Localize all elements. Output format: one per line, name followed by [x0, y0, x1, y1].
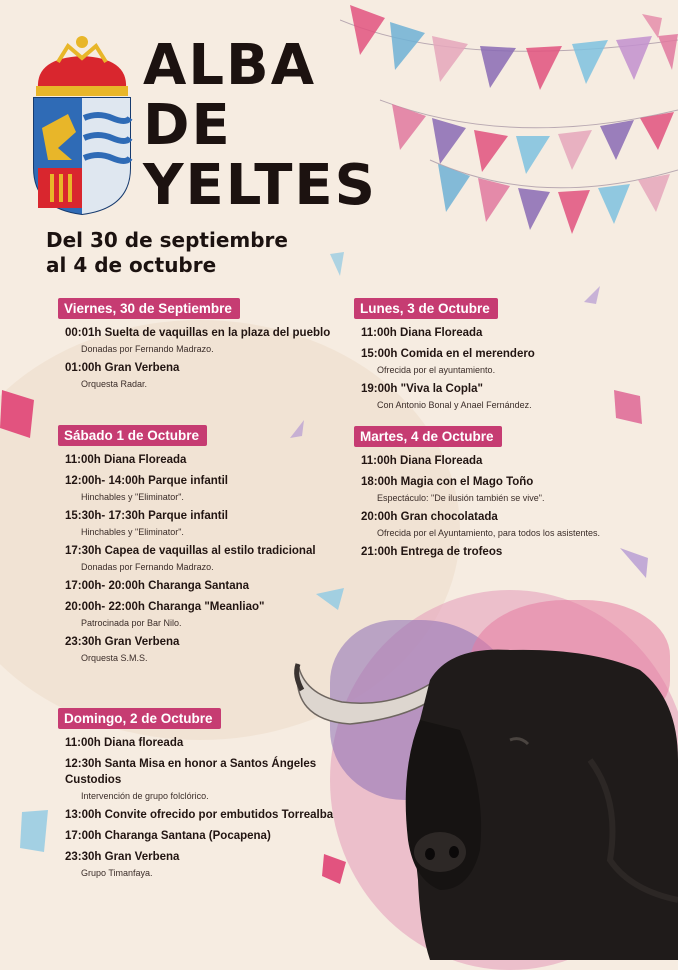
event-item — [65, 543, 316, 573]
event-item — [361, 381, 535, 411]
day-heading: Martes, 4 de Octubre — [354, 426, 502, 447]
event-text: 17:30h Capea de vaquillas al estilo tradicional — [65, 545, 316, 557]
bunting-icon — [340, 0, 678, 240]
confetti-icon — [0, 380, 40, 440]
day-heading: Sábado 1 de Octubre — [58, 425, 207, 446]
day-martes — [354, 426, 600, 565]
event-text: 11:00h Diana floreada — [65, 737, 184, 749]
event-text: 15:00h Comida en el merendero — [361, 348, 535, 360]
event-item — [361, 325, 535, 341]
event-text: 20:00h- 22:00h Charanga "Meanliao" — [65, 601, 265, 613]
event-item — [361, 346, 535, 376]
day-lunes — [354, 298, 535, 416]
event-text: 18:00h Magia con el Mago Toño — [361, 476, 534, 488]
confetti-icon — [620, 546, 650, 580]
event-note: Espectáculo: "De ilusión también se vive". — [377, 493, 545, 503]
event-note: Donadas por Fernando Madrazo. — [81, 562, 214, 572]
poster-title — [143, 33, 378, 218]
day-heading: Domingo, 2 de Octubre — [58, 708, 221, 729]
event-item — [65, 452, 316, 468]
event-item — [65, 325, 330, 355]
event-text: 20:00h Gran chocolatada — [361, 511, 498, 523]
event-text: 13:00h Convite ofrecido por embutidos Torrealba — [65, 809, 334, 821]
event-text: 12:30h Santa Misa en honor a Santos Ángeles Custodios — [65, 758, 317, 786]
event-text: 00:01h Suelta de vaquillas en la plaza del pueblo — [65, 327, 331, 339]
day-sabado — [58, 425, 316, 669]
event-item — [65, 473, 316, 503]
event-text: 17:00h- 20:00h Charanga Santana — [65, 580, 250, 592]
event-item — [65, 599, 316, 629]
event-note: Hinchables y "Eliminator". — [81, 492, 184, 502]
title-line-3: YELTES — [143, 153, 378, 218]
event-item — [65, 849, 348, 879]
event-note: Grupo Timanfaya. — [81, 868, 153, 878]
event-note: Donadas por Fernando Madrazo. — [81, 344, 214, 354]
event-note: Patrocinada por Bar Nilo. — [81, 618, 182, 628]
event-item — [65, 807, 348, 823]
event-item — [65, 508, 316, 538]
event-note: Orquesta S.M.S. — [81, 653, 148, 663]
event-text: 17:00h Charanga Santana (Pocapena) — [65, 830, 271, 842]
event-item — [65, 828, 348, 844]
event-text: 12:00h- 14:00h Parque infantil — [65, 475, 228, 487]
event-text: 11:00h Diana Floreada — [361, 455, 483, 467]
event-text: 11:00h Diana Floreada — [361, 327, 483, 339]
event-item — [361, 509, 600, 539]
event-item — [65, 360, 330, 390]
event-text: 11:00h Diana Floreada — [65, 454, 187, 466]
confetti-icon — [316, 588, 346, 612]
date-range-line-2: al 4 de octubre — [46, 253, 217, 277]
event-text: 01:00h Gran Verbena — [65, 362, 180, 374]
confetti-icon — [612, 388, 644, 428]
event-note: Orquesta Radar. — [81, 379, 148, 389]
day-domingo — [58, 708, 348, 884]
event-item — [65, 756, 348, 802]
event-item — [361, 544, 600, 560]
day-heading: Viernes, 30 de Septiembre — [58, 298, 240, 319]
event-note: Con Antonio Bonal y Anael Fernández. — [377, 400, 532, 410]
title-line-2: DE — [143, 93, 232, 158]
event-item — [65, 634, 316, 664]
event-text: 23:30h Gran Verbena — [65, 636, 180, 648]
event-item — [361, 474, 600, 504]
event-text: 15:30h- 17:30h Parque infantil — [65, 510, 228, 522]
event-text: 19:00h "Viva la Copla" — [361, 383, 483, 395]
date-range — [46, 228, 288, 278]
confetti-icon — [640, 12, 664, 40]
coat-of-arms-icon — [28, 28, 136, 218]
event-note: Intervención de grupo folclórico. — [81, 791, 209, 801]
day-heading: Lunes, 3 de Octubre — [354, 298, 498, 319]
event-item — [65, 578, 316, 594]
date-range-line-1: Del 30 de septiembre — [46, 228, 288, 252]
confetti-icon — [328, 252, 346, 278]
day-viernes — [58, 298, 330, 395]
confetti-icon — [584, 286, 602, 306]
event-text: 23:30h Gran Verbena — [65, 851, 180, 863]
event-note: Ofrecida por el Ayuntamiento, para todos los asistentes. — [377, 528, 600, 538]
title-line-1: ALBA — [143, 33, 317, 98]
event-note: Hinchables y "Eliminator". — [81, 527, 184, 537]
event-item — [361, 453, 600, 469]
event-note: Ofrecida por el ayuntamiento. — [377, 365, 496, 375]
event-text: 21:00h Entrega de trofeos — [361, 546, 503, 558]
confetti-icon — [18, 808, 50, 854]
event-item — [65, 735, 348, 751]
bull-icon — [290, 640, 678, 960]
